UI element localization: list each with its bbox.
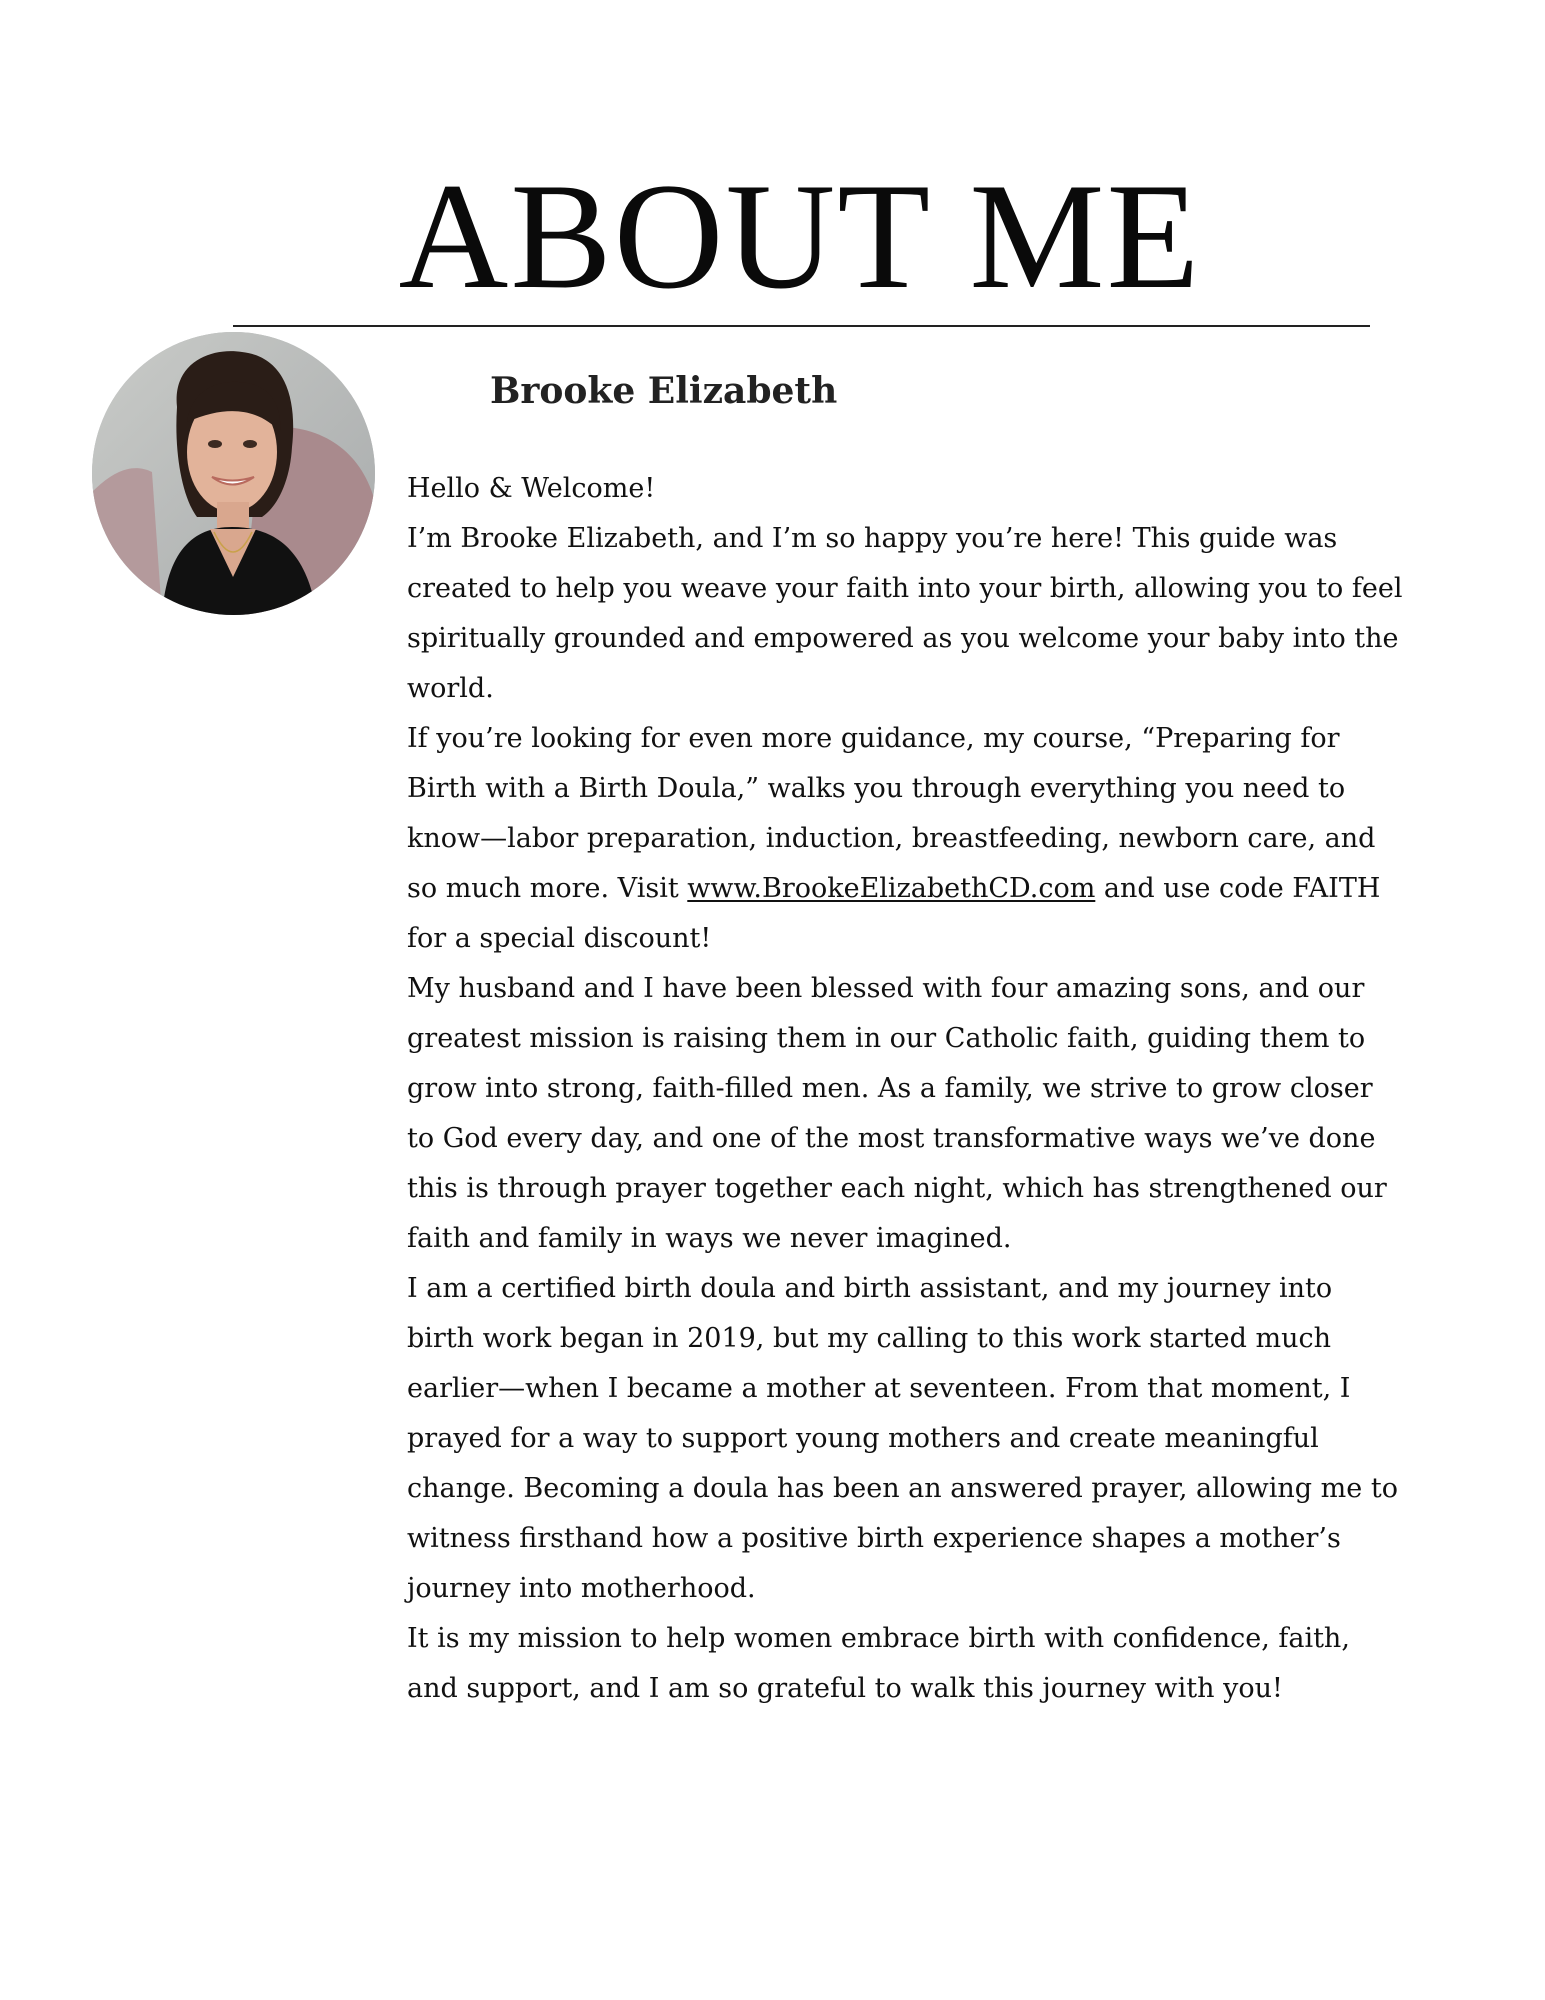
course-text-after: and use code FAITH for a special discount! [407, 873, 1381, 954]
title-divider [233, 325, 1370, 327]
greeting: Hello & Welcome! [407, 473, 656, 504]
website-link[interactable]: www.BrookeElizabethCD.com [687, 873, 1096, 904]
intro-paragraph: I’m Brooke Elizabeth, and I’m so happy you’re here! This guide was created to help you weave your faith into your birth, allowing you to feel spiritually grounded and empowered as you welcome your baby into the world. [407, 523, 1403, 704]
course-text-before: If you’re looking for even more guidance, my course, “Preparing for Birth with a Birth Doula,” walks you through everything you need to know—labor preparation, induction, breastfeeding, newborn care, and so much more. Visit [407, 723, 1376, 904]
course-paragraph [407, 714, 1407, 964]
family-paragraph: My husband and I have been blessed with four amazing sons, and our greatest mission is raising them in our Catholic faith, guiding them to grow into strong, faith-filled men. As a family, we strive to grow closer to God every day, and one of the most transformative ways we’ve done this is through prayer together each night, which has strengthened our faith and family in ways we never imagined. [407, 973, 1387, 1254]
author-photo [92, 332, 375, 615]
author-name: Brooke Elizabeth [490, 370, 838, 412]
mission-paragraph: It is my mission to help women embrace birth with confidence, faith, and support, and I am so grateful to walk this journey with you! [407, 1623, 1350, 1704]
journey-paragraph: I am a certified birth doula and birth assistant, and my journey into birth work began in 2019, but my calling to this work started much earlier—when I became a mother at seventeen. From that moment, I prayed for a way to support young mothers and create meaningful change. Becoming a doula has been an answered prayer, allowing me to witness firsthand how a positive birth experience shapes a mother’s journey into motherhood. [407, 1273, 1398, 1604]
bio-text [407, 464, 1407, 1714]
page-title: ABOUT ME [398, 152, 1202, 320]
portrait-photo-icon [92, 332, 375, 615]
